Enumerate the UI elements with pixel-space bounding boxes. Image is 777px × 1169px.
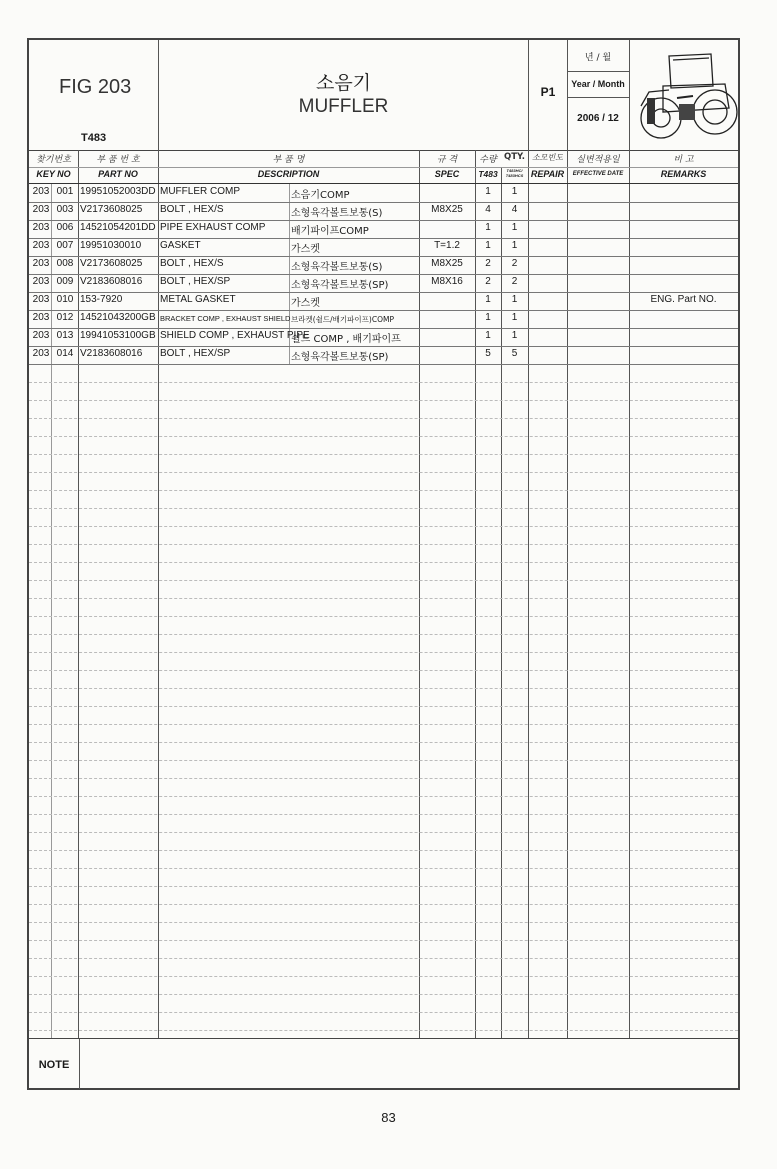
page-code: P1 (540, 85, 556, 99)
header-desc-en: DESCRIPTION (257, 169, 320, 179)
cell-desc-ko: 소형육각볼트보통(SP) (291, 352, 389, 363)
cell-spec: M8X25 (431, 258, 463, 269)
cell-fig: 203 (32, 276, 50, 287)
table-row (29, 958, 738, 977)
table-row (29, 238, 738, 257)
cell-desc: MUFFLER COMP (160, 186, 240, 197)
cell-q1: 5 (485, 348, 491, 359)
cell-q1: 1 (485, 294, 491, 305)
note-label: NOTE (38, 1059, 70, 1071)
table-row (29, 526, 738, 545)
table-row (29, 184, 738, 203)
cell-fig: 203 (32, 186, 50, 197)
cell-desc-ko: 브라켓(쉴드/배기파이프)COMP (291, 315, 394, 324)
header-spec-ko: 규 격 (436, 155, 458, 165)
cell-fig: 203 (32, 348, 50, 359)
cell-desc: BOLT , HEX/S (160, 204, 224, 215)
cell-key: 001 (56, 186, 74, 197)
cell-q2: 1 (511, 222, 518, 233)
year-month-value: 2006 / 12 (577, 113, 619, 124)
table-row (29, 508, 738, 527)
table-row (29, 634, 738, 653)
table-row (29, 328, 738, 347)
table-row (29, 904, 738, 923)
header-qty-t483: T483 (478, 169, 498, 179)
table-row (29, 814, 738, 833)
header-part-en: PART NO (98, 169, 138, 179)
header-qty-ko: 수량 (479, 155, 497, 165)
cell-key: 003 (56, 204, 74, 215)
table-row (29, 706, 738, 725)
cell-part: V2173608025 (80, 258, 143, 269)
cell-key: 012 (56, 312, 74, 323)
cell-fig: 203 (32, 330, 50, 341)
cell-q1: 4 (485, 204, 491, 215)
header-desc-ko: 부 품 명 (272, 155, 305, 165)
cell-q1: 2 (485, 258, 491, 269)
cell-desc-ko: 가스켓 (291, 298, 320, 309)
table-row (29, 670, 738, 689)
cell-part: 14521043200GB (80, 312, 156, 323)
table-row (29, 598, 738, 617)
table-row (29, 742, 738, 761)
header-remarks-ko: 비 고 (673, 155, 694, 165)
header-repair-en: REPAIR (530, 169, 565, 179)
table-row (29, 580, 738, 599)
cell-q2: 1 (511, 294, 518, 305)
cell-part: V2183608016 (80, 348, 143, 359)
cell-q2: 5 (511, 348, 518, 359)
table-row (29, 850, 738, 869)
table-row (29, 220, 738, 239)
cell-fig: 203 (32, 240, 50, 251)
header-qty-t483hc: T483HC/ T483HCS (505, 168, 524, 178)
page-number: 83 (381, 1110, 396, 1125)
cell-part: 153-7920 (80, 294, 123, 305)
page-title-en: MUFFLER (298, 96, 389, 117)
cell-q2: 1 (511, 312, 518, 323)
page-title-ko: 소음기 (315, 72, 372, 94)
cell-desc: GASKET (160, 240, 201, 251)
cell-fig: 203 (32, 312, 50, 323)
cell-q2: 1 (511, 330, 518, 341)
cell-key: 009 (56, 276, 74, 287)
table-row (29, 346, 738, 365)
model-code: T483 (81, 132, 107, 144)
cell-desc: SHIELD COMP , EXHAUST PIPE (160, 330, 310, 341)
cell-fig: 203 (32, 204, 50, 215)
cell-q1: 2 (485, 276, 491, 287)
cell-part: V2173608025 (80, 204, 143, 215)
cell-part: 14521054201DD (80, 222, 156, 233)
table-row (29, 886, 738, 905)
cell-q1: 1 (485, 330, 491, 341)
cell-desc: PIPE EXHAUST COMP (160, 222, 266, 233)
table-row (29, 832, 738, 851)
table-row (29, 202, 738, 221)
cell-spec: T=1.2 (434, 240, 460, 251)
table-row (29, 616, 738, 635)
table-row (29, 544, 738, 563)
cell-part: 19951030010 (80, 240, 142, 251)
cell-remarks: ENG. Part NO. (650, 294, 717, 305)
header-effective-en: EFFECTIVE DATE (572, 171, 624, 177)
cell-key: 014 (56, 348, 74, 359)
cell-key: 013 (56, 330, 74, 341)
table-row (29, 868, 738, 887)
cell-q1: 1 (485, 222, 491, 233)
cell-q2: 4 (511, 204, 518, 215)
cell-part: 19941053100GB (80, 330, 156, 341)
year-month-label-en: Year / Month (571, 79, 625, 89)
header-qty-en: QTY. (503, 152, 525, 162)
cell-desc: BRACKET COMP , EXHAUST SHIELD (160, 314, 291, 323)
note-section (29, 1038, 738, 1089)
table-row (29, 310, 738, 329)
cell-desc: BOLT , HEX/SP (160, 276, 231, 287)
cell-q2: 2 (511, 258, 518, 269)
table-row (29, 922, 738, 941)
year-month-label-ko: 년 / 월 (584, 53, 612, 63)
table-row (29, 256, 738, 275)
cell-desc-ko: 가스켓 (291, 244, 320, 255)
table-row (29, 976, 738, 995)
header-key-ko: 찾기번호 (36, 155, 71, 165)
figure-number: FIG 203 (59, 76, 132, 98)
parts-sheet-frame (27, 38, 740, 1090)
cell-desc: BOLT , HEX/SP (160, 348, 231, 359)
header-remarks-en: REMARKS (660, 169, 707, 179)
cell-desc: BOLT , HEX/S (160, 258, 224, 269)
cell-key: 010 (56, 294, 74, 305)
header-key-en: KEY NO (36, 169, 71, 179)
table-row (29, 382, 738, 401)
table-row (29, 1012, 738, 1031)
table-row (29, 292, 738, 311)
header-spec-en: SPEC (434, 169, 460, 179)
column-headers (29, 150, 738, 184)
table-row (29, 274, 738, 293)
table-row (29, 940, 738, 959)
cell-q2: 2 (511, 276, 518, 287)
cell-q1: 1 (485, 312, 491, 323)
header-repair-ko: 소모빈도 (532, 153, 563, 162)
table-row (29, 562, 738, 581)
cell-desc-ko: 소형육각볼트보통(S) (291, 262, 383, 273)
cell-part: 19951052003DD (80, 186, 156, 197)
cell-fig: 203 (32, 222, 50, 233)
table-row (29, 454, 738, 473)
cell-key: 006 (56, 222, 74, 233)
tractor-silhouette-icon (633, 46, 737, 144)
table-row (29, 796, 738, 815)
table-row (29, 400, 738, 419)
table-row (29, 490, 738, 509)
table-row (29, 436, 738, 455)
table-row (29, 472, 738, 491)
cell-desc-ko: 소음기COMP (291, 190, 350, 201)
header-part-ko: 부 품 번 호 (96, 155, 140, 165)
cell-spec: M8X16 (431, 276, 463, 287)
table-row (29, 418, 738, 437)
cell-q1: 1 (485, 186, 491, 197)
table-row (29, 778, 738, 797)
cell-desc-ko: 쉴드 COMP , 배기파이프 (291, 334, 401, 345)
header-effective-ko: 실변적용일 (576, 155, 620, 165)
cell-desc: METAL GASKET (160, 294, 236, 305)
table-row (29, 364, 738, 383)
cell-q1: 1 (485, 240, 491, 251)
cell-key: 007 (56, 240, 74, 251)
cell-fig: 203 (32, 294, 50, 305)
cell-part: V2183608016 (80, 276, 143, 287)
cell-fig: 203 (32, 258, 50, 269)
table-row (29, 688, 738, 707)
table-row (29, 724, 738, 743)
table-row (29, 652, 738, 671)
cell-key: 008 (56, 258, 74, 269)
cell-q2: 1 (511, 240, 518, 251)
cell-desc-ko: 소형육각볼트보통(S) (291, 208, 383, 219)
cell-desc-ko: 배기파이프COMP (291, 226, 369, 237)
cell-desc-ko: 소형육각볼트보통(SP) (291, 280, 389, 291)
table-row (29, 760, 738, 779)
cell-q2: 1 (511, 186, 518, 197)
table-row (29, 994, 738, 1013)
cell-spec: M8X25 (431, 204, 463, 215)
sheet-header (29, 40, 738, 151)
